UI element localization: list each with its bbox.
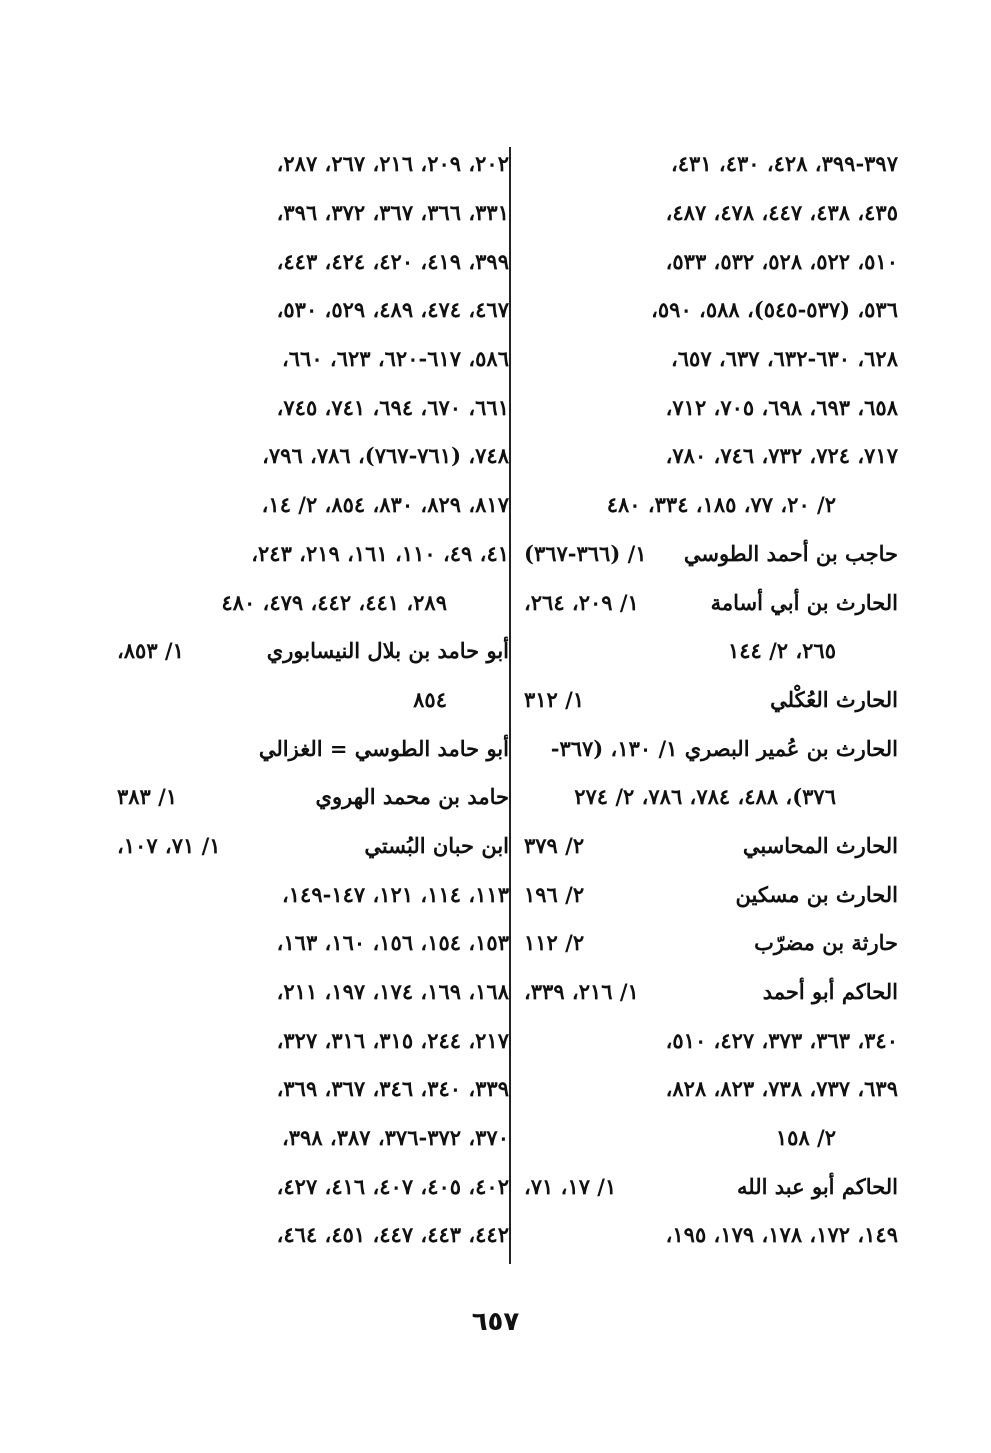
- continuation-line: ٢٦٥، ٢/ ١٤٤: [727, 638, 836, 664]
- index-column-left: [117, 140, 509, 1260]
- entry-term: الحارث بن مسكين: [735, 881, 898, 907]
- page-references-line: ٥٨٦، ٦١٧-٦٢٠، ٦٢٣، ٦٦٠،: [282, 346, 509, 372]
- page-references-line: ١١٣، ١١٤، ١٢١، ١٤٧-١٤٩،: [282, 881, 509, 907]
- page-references-line: ٣٩٩، ٤١٩، ٤٢٠، ٤٢٤، ٤٤٣،: [276, 248, 509, 274]
- page-references-line: ١٦٨، ١٦٩، ١٧٤، ١٩٧، ٢١١،: [276, 979, 509, 1005]
- page-number: ٦٥٧: [471, 1307, 520, 1337]
- index-entry: [524, 919, 898, 968]
- page-references-line: ٧٤٨، (٧٦١-٧٦٧)، ٧٨٦، ٧٩٦،: [262, 443, 509, 469]
- index-entry: [524, 578, 898, 627]
- entry-term: حارثة بن مضرّب: [754, 930, 898, 956]
- entry-reference: ٢/ ٣٧٩: [524, 832, 585, 858]
- page-references-line: ٤٦٧، ٤٧٤، ٤٨٩، ٥٢٩، ٥٣٠،: [276, 297, 509, 323]
- entry-term: ابن حبان البُستي: [364, 832, 509, 858]
- page-references-line: ٢١٧، ٢٤٤، ٣١٥، ٣١٦، ٣٢٧،: [276, 1027, 509, 1053]
- index-entry: [524, 870, 898, 919]
- entry-term: أبو حامد الطوسي = الغزالي: [258, 735, 509, 761]
- continuation-line: ٢/ ١٥٨: [775, 1125, 836, 1151]
- index-entry: [524, 1162, 898, 1211]
- page-references-line: ٤١، ٤٩، ١١٠، ١٦١، ٢١٩، ٢٤٣،: [251, 540, 509, 566]
- page-references-line: ٨١٧، ٨٢٩، ٨٣٠، ٨٥٤، ٢/ ١٤،: [261, 492, 509, 518]
- entry-term: الحارث بن عُمير البصري ١/ ١٣٠، (٣٦٧-: [550, 735, 898, 761]
- page-references-line: ١٤٩، ١٧٢، ١٧٨، ١٧٩، ١٩٥،: [665, 1222, 898, 1248]
- entry-term: حامد بن محمد الهروي: [315, 784, 509, 810]
- entry-term: أبو حامد بن بلال النيسابوري: [266, 638, 509, 664]
- index-entry: [524, 676, 898, 725]
- page-references-line: ٦٢٨، ٦٣٠-٦٣٢، ٦٣٧، ٦٥٧،: [671, 346, 898, 372]
- entry-term: الحاكم أبو أحمد: [762, 979, 898, 1005]
- continuation-line: ٨٥٤: [413, 686, 447, 712]
- entry-term: الحارث بن أبي أسامة: [710, 589, 898, 615]
- page-references-line: ٦٣٩، ٧٣٧، ٧٣٨، ٨٢٣، ٨٢٨،: [665, 1076, 898, 1102]
- column-divider: [509, 147, 511, 1264]
- page-references-line: ١٥٣، ١٥٤، ١٥٦، ١٦٠، ١٦٣،: [276, 930, 509, 956]
- entry-reference: ٢/ ١١٢: [524, 930, 585, 956]
- index-entry: [524, 968, 898, 1017]
- page-references-line: ٣٣١، ٣٦٦، ٣٦٧، ٣٧٢، ٣٩٦،: [276, 200, 509, 226]
- index-entry: [524, 724, 898, 773]
- entry-reference: ١/ ٨٥٣،: [117, 638, 184, 664]
- page-references-line: ٢٠٢، ٢٠٩، ٢١٦، ٢٦٧، ٢٨٧،: [276, 151, 509, 177]
- continuation-line: ٢٨٩، ٤٤١، ٤٤٢، ٤٧٩، ٤٨٠: [221, 589, 447, 615]
- index-entry: [117, 627, 509, 676]
- entry-reference: ١/ ٣١٢: [524, 686, 585, 712]
- index-entry: [117, 724, 509, 773]
- entry-reference: ١/ ٧١، ١٠٧،: [117, 832, 221, 858]
- entry-reference: ١/ (٣٦٦-٣٦٧): [524, 540, 647, 566]
- page-references-line: ٣٣٩، ٣٤٠، ٣٤٦، ٣٦٧، ٣٦٩،: [276, 1076, 509, 1102]
- entry-reference: ١/ ٢١٦، ٣٣٩،: [524, 979, 639, 1005]
- page-references-line: ٣٩٧-٣٩٩، ٤٢٨، ٤٣٠، ٤٣١،: [671, 151, 898, 177]
- page-references-line: ٥١٠، ٥٢٢، ٥٢٨، ٥٣٢، ٥٣٣،: [665, 248, 898, 274]
- index-column-right: [524, 140, 898, 1260]
- page-references-line: ٥٣٦، (٥٣٧-٥٤٥)، ٥٨٨، ٥٩٠،: [651, 297, 898, 323]
- page-references-line: ٦٦١، ٦٧٠، ٦٩٤، ٧٤١، ٧٤٥،: [276, 394, 509, 420]
- entry-term: حاجب بن أحمد الطوسي: [683, 540, 898, 566]
- entry-term: الحارث المحاسبي: [742, 832, 898, 858]
- page-references-line: ٣٤٠، ٣٦٣، ٣٧٣، ٤٢٧، ٥١٠،: [665, 1027, 898, 1053]
- index-entry: [524, 822, 898, 871]
- entry-reference: ١/ ١٧، ٧١،: [524, 1173, 617, 1199]
- index-entry: [117, 773, 509, 822]
- page-references-line: ٦٥٨، ٦٩٣، ٦٩٨، ٧٠٥، ٧١٢،: [665, 394, 898, 420]
- index-entry: [524, 530, 898, 579]
- continuation-line: ٢/ ٢٠، ٧٧، ١٨٥، ٣٣٤، ٤٨٠: [606, 492, 836, 518]
- continuation-line: ٣٧٦)، ٤٨٨، ٧٨٤، ٧٨٦، ٢/ ٢٧٤: [574, 784, 836, 810]
- entry-term: الحارث العُكْلي: [770, 686, 898, 712]
- entry-reference: ٢/ ١٩٦: [524, 881, 585, 907]
- page-references-line: ٤٤٢، ٤٤٣، ٤٤٧، ٤٥١، ٤٦٤،: [276, 1222, 509, 1248]
- page-references-line: ٤٠٢، ٤٠٥، ٤٠٧، ٤١٦، ٤٢٧،: [276, 1173, 509, 1199]
- entry-term: الحاكم أبو عبد الله: [737, 1173, 898, 1199]
- page-references-line: ٣٧٠، ٣٧٢-٣٧٦، ٣٨٧، ٣٩٨،: [282, 1125, 509, 1151]
- page-references-line: ٧١٧، ٧٢٤، ٧٣٢، ٧٤٦، ٧٨٠،: [665, 443, 898, 469]
- index-entry: [117, 822, 509, 871]
- entry-reference: ١/ ٣٨٣: [117, 784, 178, 810]
- page-references-line: ٤٣٥، ٤٣٨، ٤٤٧، ٤٧٨، ٤٨٧،: [665, 200, 898, 226]
- entry-reference: ١/ ٢٠٩، ٢٦٤،: [524, 589, 639, 615]
